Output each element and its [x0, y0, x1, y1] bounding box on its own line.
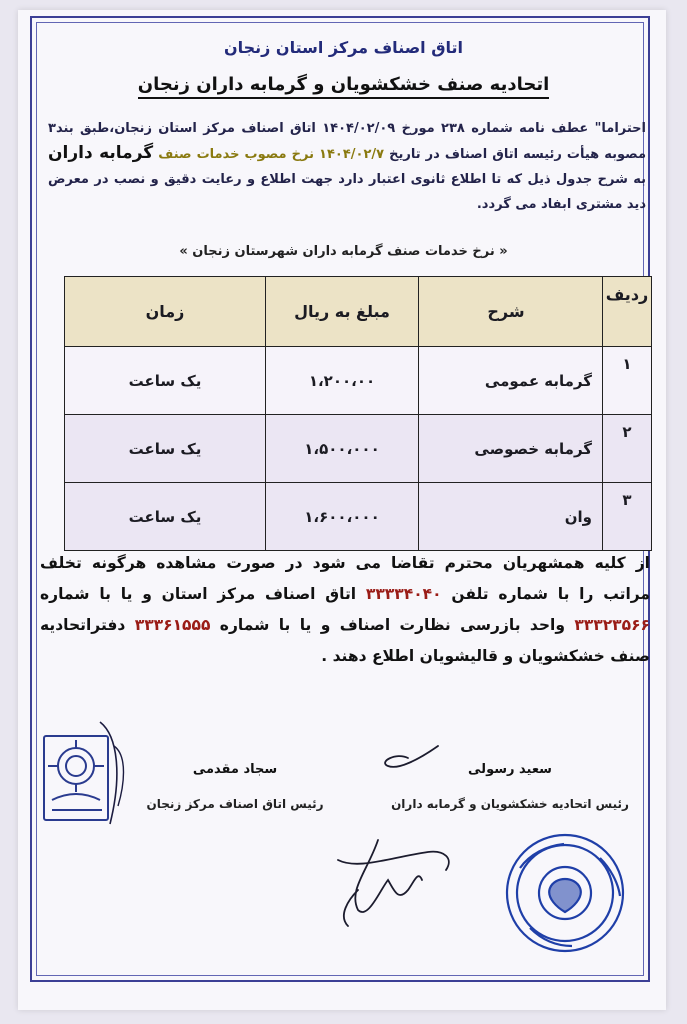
intro-bold-word: گرمابه داران [48, 143, 154, 163]
union-title-text: اتحادیه صنف خشکشویان و گرمابه داران زنجان [138, 74, 550, 99]
row-time: یک ساعت [65, 415, 266, 483]
row-description: گرمابه عمومی [419, 347, 603, 415]
phone-union: ۳۳۳۶۱۵۵۵ [134, 616, 211, 634]
row-description: وان [419, 483, 603, 551]
intro-part2: به شرح جدول ذیل که تا اطلاع ثانوی اعتبار دارد جهت اطلاع و رعایت دقیق و نصب در معرض دید مشتری ابفاد می گردد. [48, 172, 646, 212]
notice-p4: دفتراتحادیه صنف خشکشویان و قالیشویان اطلاع دهند . [40, 616, 650, 665]
right-signer-title: رئیس اتحادیه خشکشویان و گرمابه داران [391, 797, 629, 811]
row-index: ۲ [603, 415, 652, 483]
header-price: مبلغ به ریال [266, 277, 419, 347]
notice-p3: واحد بازرسی نظارت اصناف و یا با شماره [210, 616, 575, 634]
notice-paragraph [40, 548, 650, 672]
row-price: ۱،۶۰۰،۰۰۰ [266, 483, 419, 551]
header-description: شرح [419, 277, 603, 347]
row-time: یک ساعت [65, 483, 266, 551]
row-price: ۱،۲۰۰،۰۰ [266, 347, 419, 415]
row-index: ۱ [603, 347, 652, 415]
left-signer-name: سجاد مقدمی [192, 762, 278, 777]
row-index: ۳ [603, 483, 652, 551]
intro-paragraph [48, 116, 646, 217]
rates-table [64, 276, 652, 551]
left-signer-title: رئیس اتاق اصناف مرکز زنجان [146, 797, 324, 811]
table-row [65, 483, 652, 551]
union-stamp-icon [500, 828, 630, 962]
row-description: گرمابه خصوصی [419, 415, 603, 483]
table-caption: « نرخ خدمات صنف گرمابه داران شهرستان زنجان » [179, 244, 508, 259]
table-row [65, 415, 652, 483]
table-row [65, 347, 652, 415]
union-title [0, 74, 687, 95]
row-price: ۱،۵۰۰،۰۰۰ [266, 415, 419, 483]
phone-chamber: ۳۳۳۳۴۰۴۰ [365, 585, 442, 603]
phone-inspection: ۳۳۳۲۳۵۶۶ [574, 616, 651, 634]
table-header-row [65, 277, 652, 347]
intro-highlight: ۱۴۰۴/۰۲/۷ نرخ مصوب خدمات صنف [158, 147, 385, 162]
intro-part1: احتراما" عطف نامه شماره ۲۳۸ مورخ ۱۴۰۴/۰۲/۰۹ اتاق اصناف مرکز استان زنجان،طبق بند۳ مصوبه هیأت رئیسه اتاق اصناف در تاریخ [48, 121, 646, 162]
notice-p1: از کلیه همشهریان محترم تقاضا می شود در صورت مشاهده هرگونه تخلف مراتب را با شماره تلفن [40, 554, 650, 603]
handwritten-signature-icon [318, 740, 468, 934]
right-signer-name: سعید رسولی [468, 762, 552, 777]
header-index: ردیف [603, 277, 652, 347]
row-time: یک ساعت [65, 347, 266, 415]
left-signature-block [120, 762, 350, 811]
chamber-stamp-icon [40, 716, 130, 832]
header-time: زمان [65, 277, 266, 347]
org-title: اتاق اصناف مرکز استان زنجان [223, 38, 464, 57]
notice-p2: اتاق اصناف مرکز استان و یا با شماره [40, 585, 366, 603]
